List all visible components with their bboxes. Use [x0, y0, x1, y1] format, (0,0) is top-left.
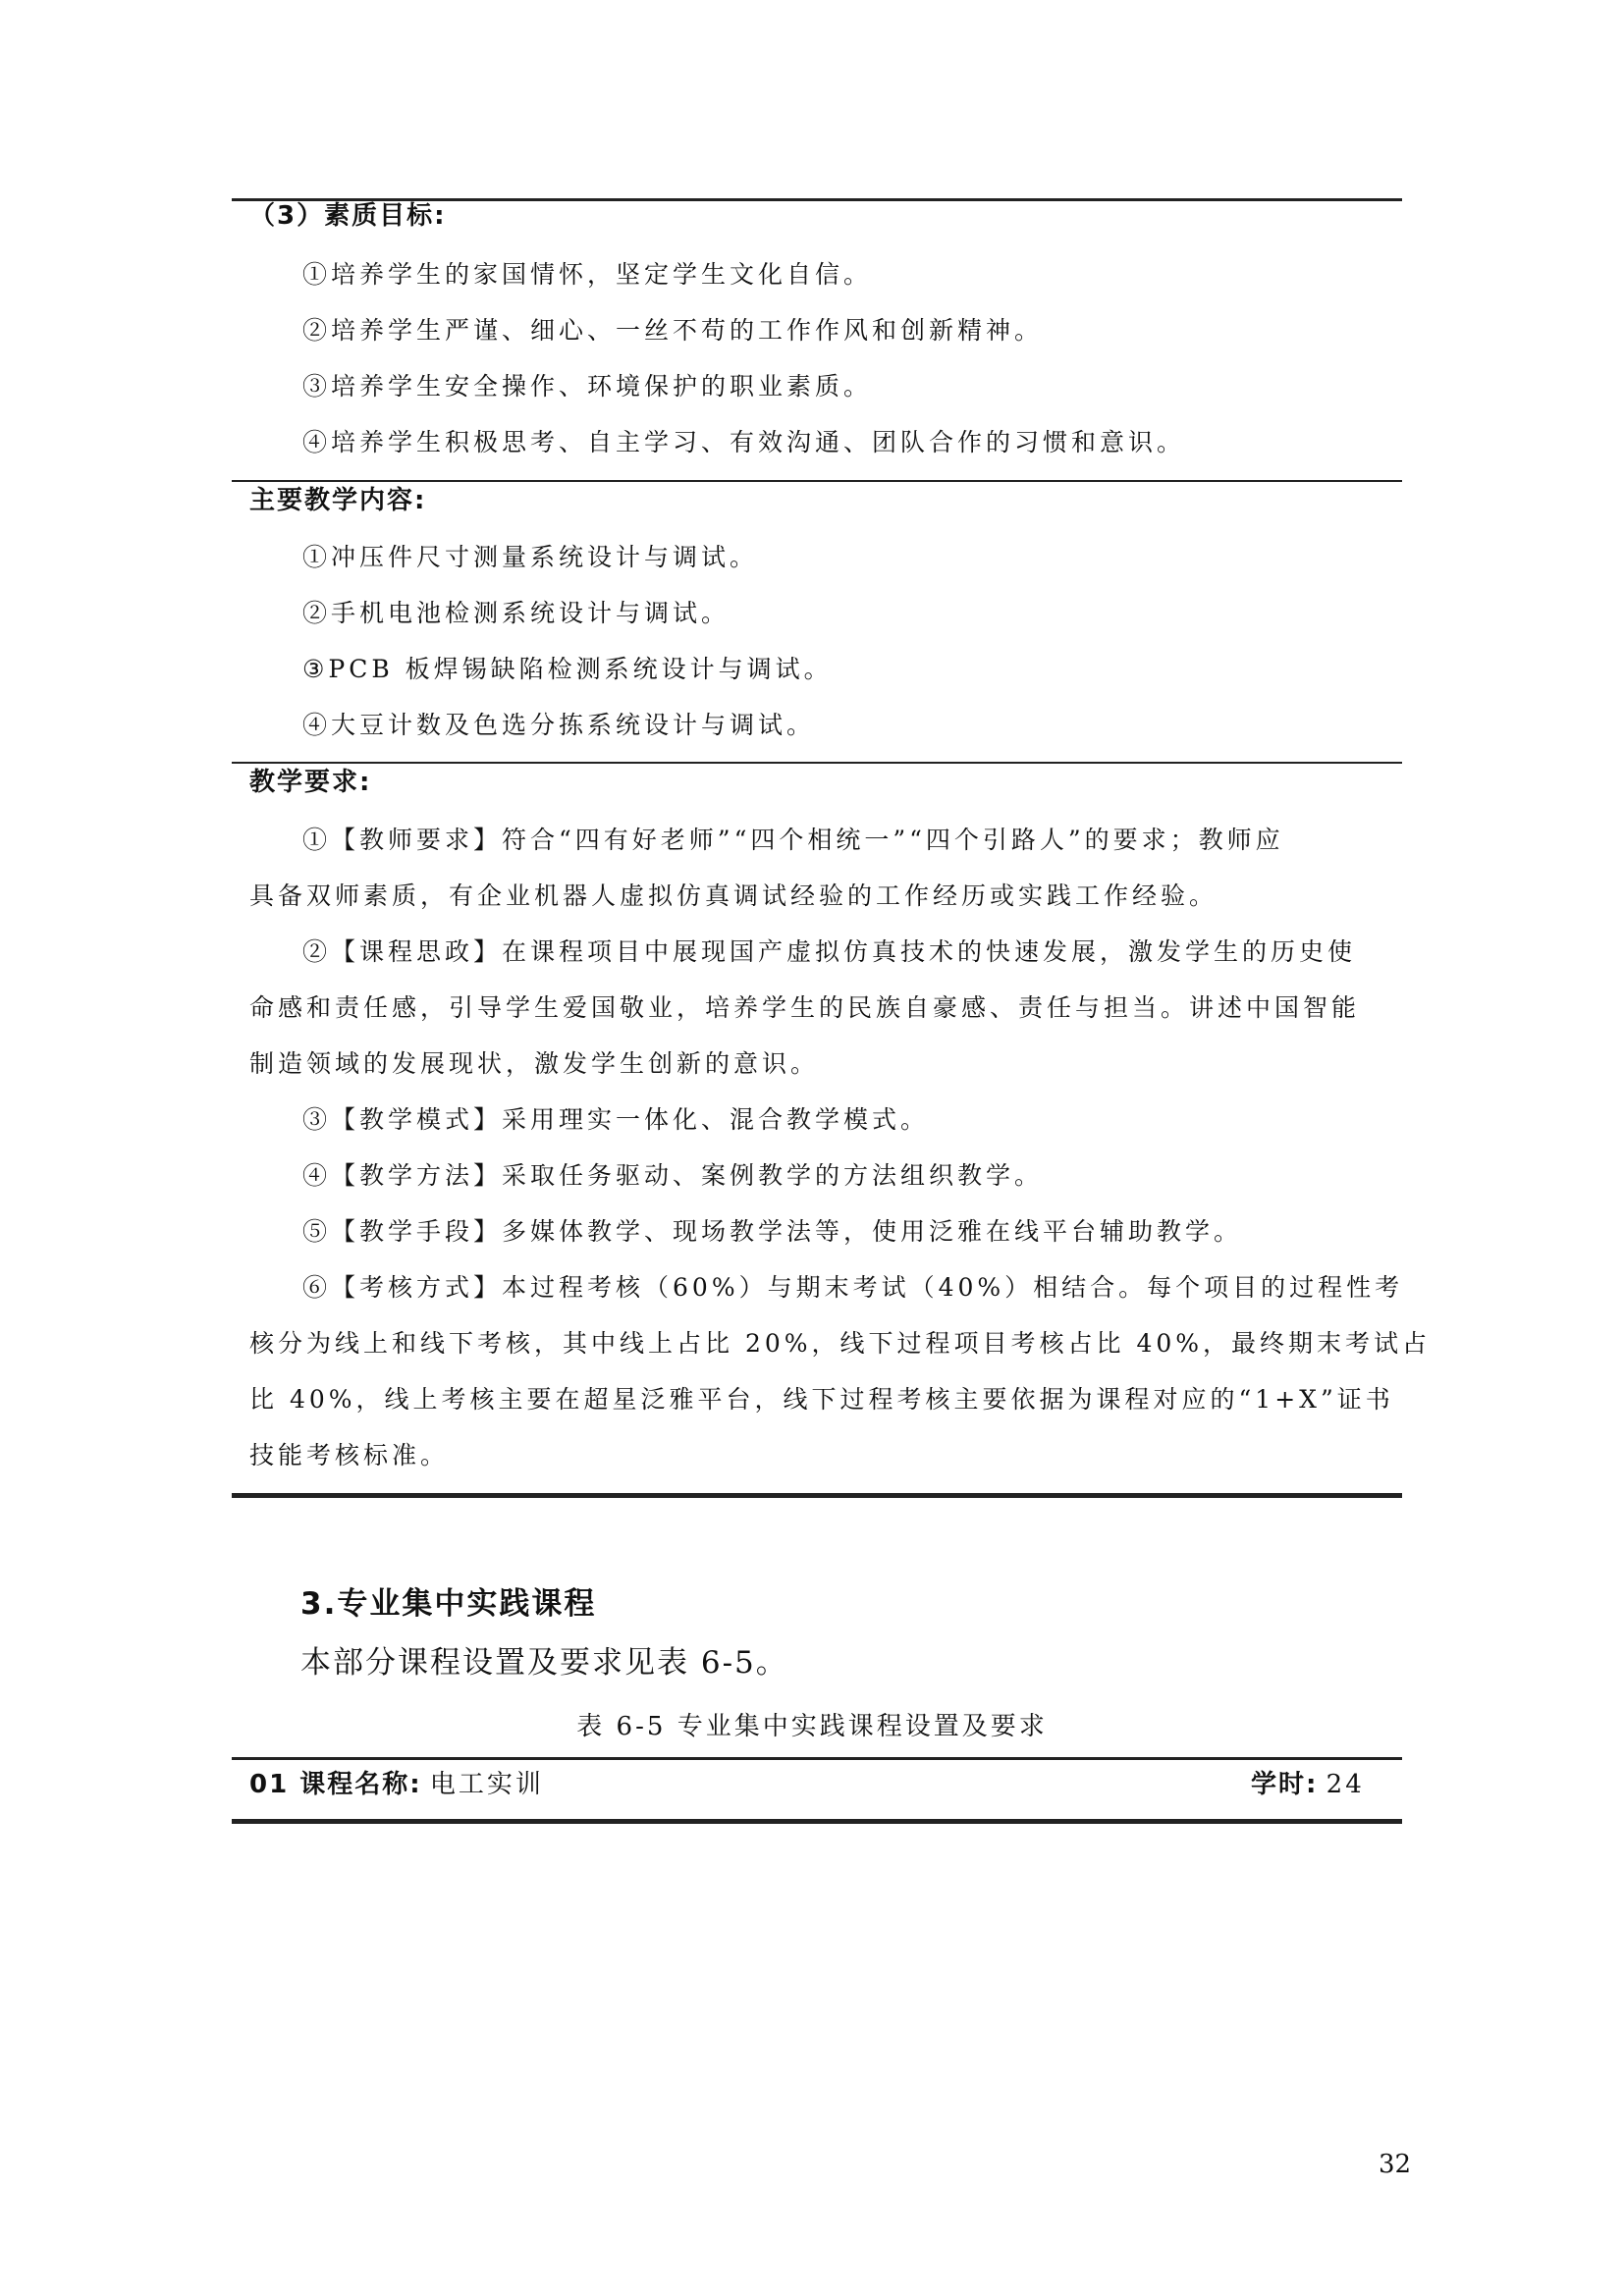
course-name-label: 01 课程名称:: [249, 1770, 422, 1799]
page-number: 32: [1379, 2150, 1412, 2179]
course-hours-value: 24: [1326, 1770, 1365, 1799]
table-bottom-rule: [232, 1493, 1402, 1498]
quality-goal-item: ③培养学生安全操作、环境保护的职业素质。: [302, 372, 873, 400]
course-hours-cell: [1251, 1764, 1365, 1800]
table-caption: 表 6-5 专业集中实践课程设置及要求: [576, 1712, 1048, 1741]
course-name-value: 电工实训: [429, 1770, 544, 1799]
course-name-cell: [249, 1764, 544, 1800]
course-table-bottom-rule: [232, 1819, 1402, 1824]
main-content-item: ③PCB 板焊锡缺陷检测系统设计与调试。: [302, 655, 833, 683]
main-content-item: ①冲压件尺寸测量系统设计与调试。: [302, 543, 759, 571]
main-content-heading: 主要教学内容:: [249, 486, 427, 515]
requirement-line: ③【教学模式】采用理实一体化、混合教学模式。: [302, 1105, 930, 1134]
requirement-line: ①【教师要求】符合“四有好老师”“四个相统一”“四个引路人”的要求；教师应: [302, 826, 1284, 854]
quality-goal-item: ①培养学生的家国情怀，坚定学生文化自信。: [302, 260, 873, 289]
course-table-top-rule: [232, 1757, 1402, 1760]
requirement-line: 核分为线上和线下考核，其中线上占比 20%，线下过程项目考核占比 40%，最终期末考试占: [249, 1329, 1432, 1358]
course-hours-label: 学时:: [1251, 1770, 1319, 1799]
requirement-line: 制造领域的发展现状，激发学生创新的意识。: [249, 1049, 820, 1078]
section-divider: [232, 762, 1402, 764]
section-intro: 本部分课程设置及要求见表 6-5。: [300, 1645, 788, 1681]
requirement-line: 比 40%，线上考核主要在超星泛雅平台，线下过程考核主要依据为课程对应的“1+X”证书: [249, 1385, 1394, 1414]
requirement-line: ②【课程思政】在课程项目中展现国产虚拟仿真技术的快速发展，激发学生的历史使: [302, 937, 1357, 966]
quality-goal-item: ②培养学生严谨、细心、一丝不苟的工作作风和创新精神。: [302, 316, 1044, 345]
requirement-line: ⑥【考核方式】本过程考核（60%）与期末考试（40%）相结合。每个项目的过程性考: [302, 1273, 1404, 1302]
requirements-heading: 教学要求:: [249, 768, 372, 797]
requirement-line: 具备双师素质，有企业机器人虚拟仿真调试经验的工作经历或实践工作经验。: [249, 881, 1218, 910]
main-content-item: ④大豆计数及色选分拣系统设计与调试。: [302, 711, 816, 739]
quality-goal-item: ④培养学生积极思考、自主学习、有效沟通、团队合作的习惯和意识。: [302, 428, 1186, 456]
main-content-item: ②手机电池检测系统设计与调试。: [302, 599, 731, 627]
requirement-line: 命感和责任感，引导学生爱国敬业，培养学生的民族自豪感、责任与担当。讲述中国智能: [249, 993, 1361, 1022]
quality-goals-heading: （3）素质目标:: [249, 201, 447, 231]
section-divider: [232, 480, 1402, 482]
requirement-line: 技能考核标准。: [249, 1441, 450, 1469]
requirement-line: ④【教学方法】采取任务驱动、案例教学的方法组织教学。: [302, 1161, 1044, 1190]
requirement-line: ⑤【教学手段】多媒体教学、现场教学法等，使用泛雅在线平台辅助教学。: [302, 1217, 1243, 1246]
section-title: 3.专业集中实践课程: [300, 1586, 597, 1622]
